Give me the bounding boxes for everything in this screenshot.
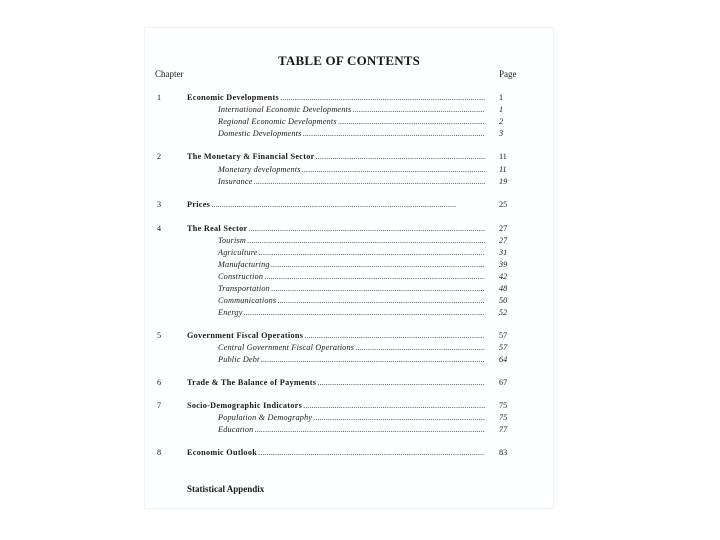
page-number: 1 xyxy=(499,105,504,114)
page-number: 27 xyxy=(499,236,508,245)
chapter-number: 4 xyxy=(157,224,162,233)
subsection-title: Public Debt . . . xyxy=(218,354,485,365)
page-number: 27 xyxy=(499,224,508,233)
page-number: 2 xyxy=(499,117,504,126)
toc-subentry[interactable] xyxy=(0,128,720,139)
page-number: 57 xyxy=(499,331,508,340)
chapter-title: Socio-Demographic Indicators . . . xyxy=(187,400,485,411)
toc-chapter-entry[interactable] xyxy=(0,92,720,103)
chapter-title: Government Fiscal Operations . . . xyxy=(187,330,485,341)
page-number: 19 xyxy=(499,177,508,186)
toc-subentry[interactable] xyxy=(0,104,720,115)
subsection-title: International Economic Developments . . . xyxy=(218,104,485,115)
subsection-title: Agriculture . . . xyxy=(218,247,485,258)
page-number: 11 xyxy=(499,152,507,161)
page-number: 67 xyxy=(499,378,508,387)
toc-subentry[interactable] xyxy=(0,283,720,294)
toc-subentry[interactable] xyxy=(0,247,720,258)
subsection-title: Domestic Developments . . . xyxy=(218,128,485,139)
toc-subentry[interactable] xyxy=(0,271,720,282)
toc-chapter-entry[interactable] xyxy=(0,223,720,234)
chapter-title: Economic Developments . . . xyxy=(187,92,485,103)
subsection-title: Regional Economic Developments . . . xyxy=(218,116,485,127)
chapter-number: 2 xyxy=(157,152,162,161)
toc-subentry[interactable] xyxy=(0,235,720,246)
chapter-number: 5 xyxy=(157,331,162,340)
toc-subentry[interactable] xyxy=(0,342,720,353)
toc-subentry[interactable] xyxy=(0,116,720,127)
page-number: 42 xyxy=(499,272,508,281)
subsection-title: Manufacturing . . . xyxy=(218,259,485,270)
chapter-title: Prices . . . xyxy=(187,199,485,210)
page-number: 52 xyxy=(499,308,508,317)
statistical-appendix: Statistical Appendix xyxy=(187,484,265,494)
page-number: 64 xyxy=(499,355,508,364)
subsection-title: Education . . . xyxy=(218,424,485,435)
chapter-column-header: Chapter xyxy=(155,69,184,79)
toc-chapter-entry[interactable] xyxy=(0,377,720,388)
toc-subentry[interactable] xyxy=(0,259,720,270)
page-number: 31 xyxy=(499,248,508,257)
page-number: 75 xyxy=(499,401,508,410)
chapter-title: Economic Outlook . . . xyxy=(187,447,485,458)
toc-chapter-entry[interactable] xyxy=(0,199,720,210)
chapter-title: The Real Sector . . . xyxy=(187,223,485,234)
subsection-title: Tourism . . . xyxy=(218,235,485,246)
toc-subentry[interactable] xyxy=(0,164,720,175)
toc-subentry[interactable] xyxy=(0,412,720,423)
page-number: 83 xyxy=(499,448,508,457)
toc-chapter-entry[interactable] xyxy=(0,447,720,458)
subsection-title: Construction . . . xyxy=(218,271,485,282)
page-number: 48 xyxy=(499,284,508,293)
chapter-number: 6 xyxy=(157,378,162,387)
toc-subentry[interactable] xyxy=(0,354,720,365)
toc-subentry[interactable] xyxy=(0,424,720,435)
toc-chapter-entry[interactable] xyxy=(0,400,720,411)
chapter-number: 7 xyxy=(157,401,162,410)
page-number: 3 xyxy=(499,129,504,138)
page-number: 25 xyxy=(499,200,508,209)
chapter-number: 1 xyxy=(157,93,162,102)
toc-subentry[interactable] xyxy=(0,295,720,306)
subsection-title: Energy . . . xyxy=(218,307,485,318)
page-number: 57 xyxy=(499,343,508,352)
page-title: TABLE OF CONTENTS xyxy=(278,53,421,68)
toc-subentry[interactable] xyxy=(0,176,720,187)
toc-chapter-entry[interactable] xyxy=(0,330,720,341)
page-number: 39 xyxy=(499,260,508,269)
page-number: 75 xyxy=(499,413,508,422)
subsection-title: Monetary developments . . . xyxy=(218,164,485,175)
subsection-title: Central Government Fiscal Operations . . . xyxy=(218,342,485,353)
subsection-title: Insurance . . . xyxy=(218,176,485,187)
page-number: 50 xyxy=(499,296,508,305)
chapter-number: 8 xyxy=(157,448,162,457)
toc-chapter-entry[interactable] xyxy=(0,151,720,162)
subsection-title: Communications . . . xyxy=(218,295,485,306)
subsection-title: Transportation . . . xyxy=(218,283,485,294)
page-column-header: Page xyxy=(499,69,517,79)
chapter-title: Trade & The Balance of Payments . . . xyxy=(187,377,485,388)
page-number: 77 xyxy=(499,425,508,434)
page-number: 11 xyxy=(499,165,507,174)
chapter-number: 3 xyxy=(157,200,162,209)
toc-subentry[interactable] xyxy=(0,307,720,318)
page-number: 1 xyxy=(499,93,504,102)
subsection-title: Population & Demography . . . xyxy=(218,412,485,423)
chapter-title: The Monetary & Financial Sector . . . xyxy=(187,151,485,162)
